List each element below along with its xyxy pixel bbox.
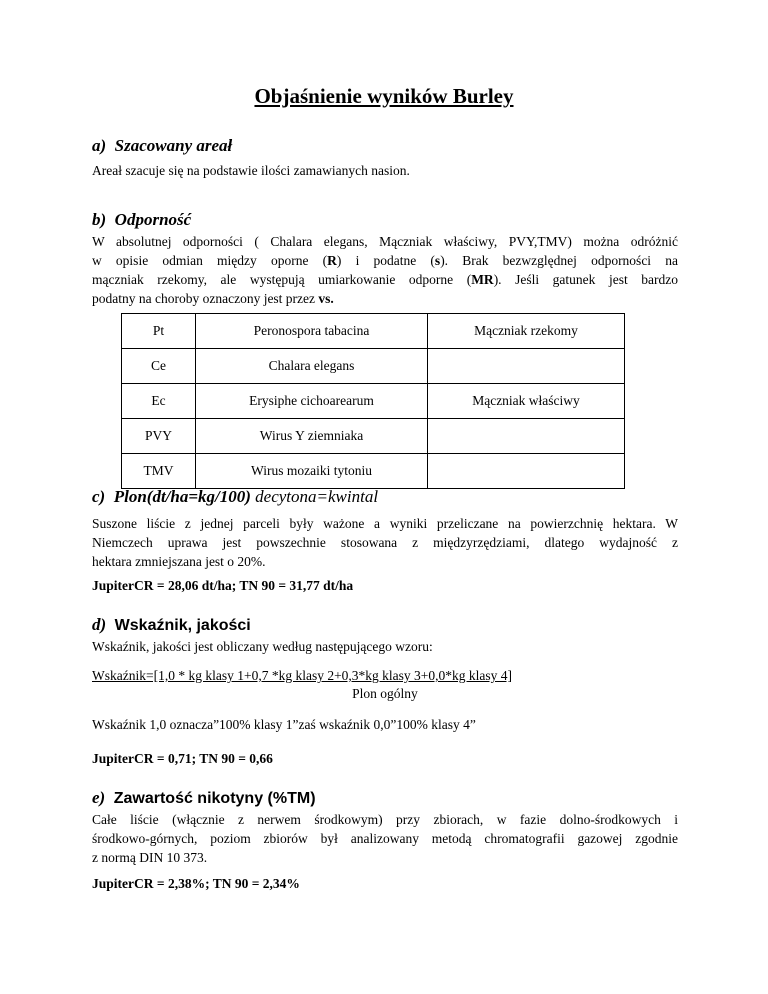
section-d-title: Wskaźnik, jakości [114,617,251,634]
section-c-title-suffix: decytona=kwintal [255,487,379,506]
section-d-result: JupiterCR = 0,71; TN 90 = 0,66 [92,751,273,766]
table-row: Pt Peronospora tabacina Mączniak rzekomy [122,314,625,349]
section-d-heading [92,615,251,635]
section-c-title: Plon(dt/ha=kg/100) [113,487,251,506]
section-e-label: e) [92,788,106,807]
section-a-heading [92,136,232,156]
table-row: Ce Chalara elegans [122,349,625,384]
disease-table [121,313,625,489]
formula-numerator: Wskaźnik=[1,0 * kg klasy 1+0,7 *kg klasy 2+0,3*kg klasy 3+0,0*kg klasy 4] [92,668,513,683]
section-c-text: Suszone liście z jednej parceli były ważone a wyniki przeliczane na powierzchnię hektara. W Niemczech uprawa jest powszechnie stosowana z międzyrzędziami, dlatego wydajność z hektara zmniejszana jest o 20%. [92,516,678,569]
section-b-label: b) [92,210,107,229]
section-b-title: Odporność [114,210,192,229]
table-row: Ec Erysiphe cichoarearum Mączniak właściwy [122,384,625,419]
section-a-label: a) [92,136,107,155]
section-e-title: Zawartość nikotyny (%TM) [113,790,316,807]
section-a-text: Areał szacuje się na podstawie ilości zamawianych nasion. [92,163,410,178]
section-d-note: Wskaźnik 1,0 oznacza”100% klasy 1”zaś wskaźnik 0,0”100% klasy 4” [92,717,476,732]
formula-denominator: Plon ogólny [352,686,418,701]
section-d-label: d) [92,615,107,634]
section-c-heading [92,487,378,507]
section-e-text: Całe liście (włącznie z nerwem środkowym) przy zbiorach, w fazie dolno-środkowych i środkowo-górnych, poziom zbiorów był analizowany metodą chromatografii gazowej zgodnie z normą DIN 10 373. [92,812,678,865]
section-e-result: JupiterCR = 2,38%; TN 90 = 2,34% [92,876,300,891]
section-b-text: W absolutnej odporności ( Chalara elegans, Mączniak właściwy, PVY,TMV) można odróżnić w opisie odmian między oporne (R) i podatne (s). Brak bezwzględnej odporności na mączniak rzekomy, ale występują umiarkowanie odporne (MR). Jeśli gatunek jest bardzo podatny na choroby oznaczony jest przez vs. [92,234,678,306]
section-c-label: c) [92,487,106,506]
page-title: Objaśnienie wyników Burley [254,84,514,108]
section-b-heading [92,210,191,230]
section-e-heading [92,788,316,808]
section-d-intro: Wskaźnik, jakości jest obliczany według następującego wzoru: [92,639,433,654]
table-row: PVY Wirus Y ziemniaka [122,419,625,454]
section-a-title: Szacowany areał [114,136,233,155]
table-row: TMV Wirus mozaiki tytoniu [122,454,625,489]
section-c-result: JupiterCR = 28,06 dt/ha; TN 90 = 31,77 dt/ha [92,578,354,593]
